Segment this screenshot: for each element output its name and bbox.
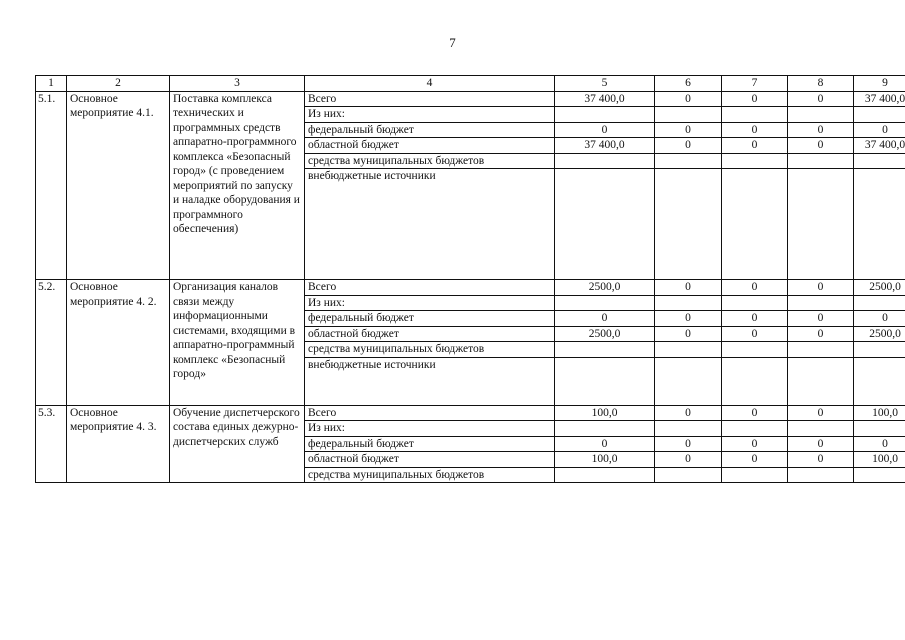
value-cell xyxy=(555,169,655,280)
header-cell: 5 xyxy=(555,76,655,92)
value-cell: 0 xyxy=(722,138,788,154)
header-cell: 4 xyxy=(305,76,555,92)
event-description: Обучение диспетчерского состава единых дежурно-диспетчерских служб xyxy=(170,405,305,483)
value-cell xyxy=(854,153,905,169)
table-row xyxy=(36,280,905,296)
value-cell xyxy=(854,342,905,358)
header-cell: 1 xyxy=(36,76,67,92)
value-cell xyxy=(722,357,788,405)
event-name: Основное мероприятие 4.1. xyxy=(67,91,170,280)
value-cell: 37 400,0 xyxy=(854,138,905,154)
value-cell xyxy=(655,467,722,483)
value-cell xyxy=(555,421,655,437)
funding-source: федеральный бюджет xyxy=(305,122,555,138)
funding-source: внебюджетные источники xyxy=(305,357,555,405)
value-cell xyxy=(722,342,788,358)
value-cell: 0 xyxy=(722,122,788,138)
value-cell xyxy=(555,357,655,405)
value-cell xyxy=(555,153,655,169)
value-cell xyxy=(722,467,788,483)
value-cell: 0 xyxy=(555,311,655,327)
value-cell: 0 xyxy=(655,452,722,468)
value-cell: 0 xyxy=(788,452,854,468)
value-cell: 0 xyxy=(722,436,788,452)
value-cell xyxy=(722,153,788,169)
page-number: 7 xyxy=(449,35,456,50)
value-cell: 2500,0 xyxy=(555,280,655,296)
value-cell: 0 xyxy=(854,122,905,138)
header-row xyxy=(36,76,905,92)
event-name: Основное мероприятие 4. 2. xyxy=(67,280,170,406)
section-number: 5.1. xyxy=(36,91,67,280)
funding-source: федеральный бюджет xyxy=(305,311,555,327)
value-cell: 0 xyxy=(655,311,722,327)
value-cell: 0 xyxy=(655,91,722,107)
value-cell: 0 xyxy=(788,91,854,107)
value-cell xyxy=(854,357,905,405)
value-cell: 0 xyxy=(722,311,788,327)
funding-source: Из них: xyxy=(305,107,555,123)
value-cell xyxy=(655,153,722,169)
section-number: 5.3. xyxy=(36,405,67,483)
value-cell xyxy=(788,357,854,405)
value-cell xyxy=(854,421,905,437)
funding-source: областной бюджет xyxy=(305,452,555,468)
event-name: Основное мероприятие 4. 3. xyxy=(67,405,170,483)
value-cell xyxy=(655,169,722,280)
value-cell: 2500,0 xyxy=(854,280,905,296)
header-cell: 7 xyxy=(722,76,788,92)
value-cell xyxy=(555,107,655,123)
header-cell: 8 xyxy=(788,76,854,92)
funding-source: внебюджетные источники xyxy=(305,169,555,280)
value-cell: 100,0 xyxy=(854,452,905,468)
value-cell: 0 xyxy=(655,122,722,138)
event-description: Поставка комплекса технических и программных средств аппаратно-программного комплекса «Безопасный город» (с проведением мероприятий по запуску и наладке оборудования и программного обеспечения) xyxy=(170,91,305,280)
value-cell: 0 xyxy=(788,436,854,452)
table-row xyxy=(36,405,905,421)
value-cell xyxy=(788,421,854,437)
value-cell xyxy=(788,169,854,280)
value-cell xyxy=(555,467,655,483)
value-cell xyxy=(788,153,854,169)
value-cell: 37 400,0 xyxy=(555,138,655,154)
value-cell: 2500,0 xyxy=(555,326,655,342)
value-cell xyxy=(722,295,788,311)
value-cell: 0 xyxy=(655,326,722,342)
value-cell xyxy=(788,342,854,358)
value-cell: 0 xyxy=(722,452,788,468)
funding-table xyxy=(35,75,905,483)
value-cell xyxy=(655,357,722,405)
value-cell: 37 400,0 xyxy=(854,91,905,107)
funding-source: средства муниципальных бюджетов xyxy=(305,467,555,483)
funding-source: средства муниципальных бюджетов xyxy=(305,153,555,169)
value-cell xyxy=(555,295,655,311)
value-cell: 0 xyxy=(788,122,854,138)
funding-source: федеральный бюджет xyxy=(305,436,555,452)
value-cell: 100,0 xyxy=(555,405,655,421)
value-cell: 0 xyxy=(555,122,655,138)
funding-source: Всего xyxy=(305,91,555,107)
table-row xyxy=(36,91,905,107)
header-cell: 2 xyxy=(67,76,170,92)
value-cell: 0 xyxy=(722,405,788,421)
value-cell xyxy=(788,467,854,483)
section-number: 5.2. xyxy=(36,280,67,406)
value-cell: 0 xyxy=(788,280,854,296)
value-cell xyxy=(788,107,854,123)
value-cell: 0 xyxy=(788,405,854,421)
value-cell: 0 xyxy=(854,311,905,327)
funding-source: областной бюджет xyxy=(305,138,555,154)
value-cell: 100,0 xyxy=(854,405,905,421)
value-cell xyxy=(854,107,905,123)
value-cell xyxy=(854,169,905,280)
value-cell xyxy=(655,421,722,437)
value-cell: 0 xyxy=(722,91,788,107)
value-cell: 0 xyxy=(788,138,854,154)
value-cell: 0 xyxy=(854,436,905,452)
value-cell xyxy=(555,342,655,358)
funding-source: Из них: xyxy=(305,421,555,437)
value-cell: 0 xyxy=(788,326,854,342)
funding-source: областной бюджет xyxy=(305,326,555,342)
value-cell xyxy=(655,342,722,358)
value-cell xyxy=(722,169,788,280)
value-cell: 0 xyxy=(722,326,788,342)
value-cell: 0 xyxy=(655,436,722,452)
funding-source: средства муниципальных бюджетов xyxy=(305,342,555,358)
value-cell: 0 xyxy=(722,280,788,296)
value-cell: 0 xyxy=(788,311,854,327)
value-cell xyxy=(722,421,788,437)
value-cell xyxy=(655,107,722,123)
value-cell: 0 xyxy=(655,405,722,421)
value-cell xyxy=(788,295,854,311)
funding-source: Всего xyxy=(305,280,555,296)
value-cell: 0 xyxy=(555,436,655,452)
value-cell xyxy=(854,295,905,311)
header-cell: 6 xyxy=(655,76,722,92)
value-cell: 0 xyxy=(655,138,722,154)
value-cell xyxy=(722,107,788,123)
value-cell: 37 400,0 xyxy=(555,91,655,107)
header-cell: 9 xyxy=(854,76,905,92)
value-cell: 2500,0 xyxy=(854,326,905,342)
value-cell: 0 xyxy=(655,280,722,296)
header-cell: 3 xyxy=(170,76,305,92)
value-cell xyxy=(854,467,905,483)
funding-source: Всего xyxy=(305,405,555,421)
event-description: Организация каналов связи между информационными системами, входящими в аппаратно-программный комплекс «Безопасный город» xyxy=(170,280,305,406)
value-cell xyxy=(655,295,722,311)
value-cell: 100,0 xyxy=(555,452,655,468)
funding-source: Из них: xyxy=(305,295,555,311)
